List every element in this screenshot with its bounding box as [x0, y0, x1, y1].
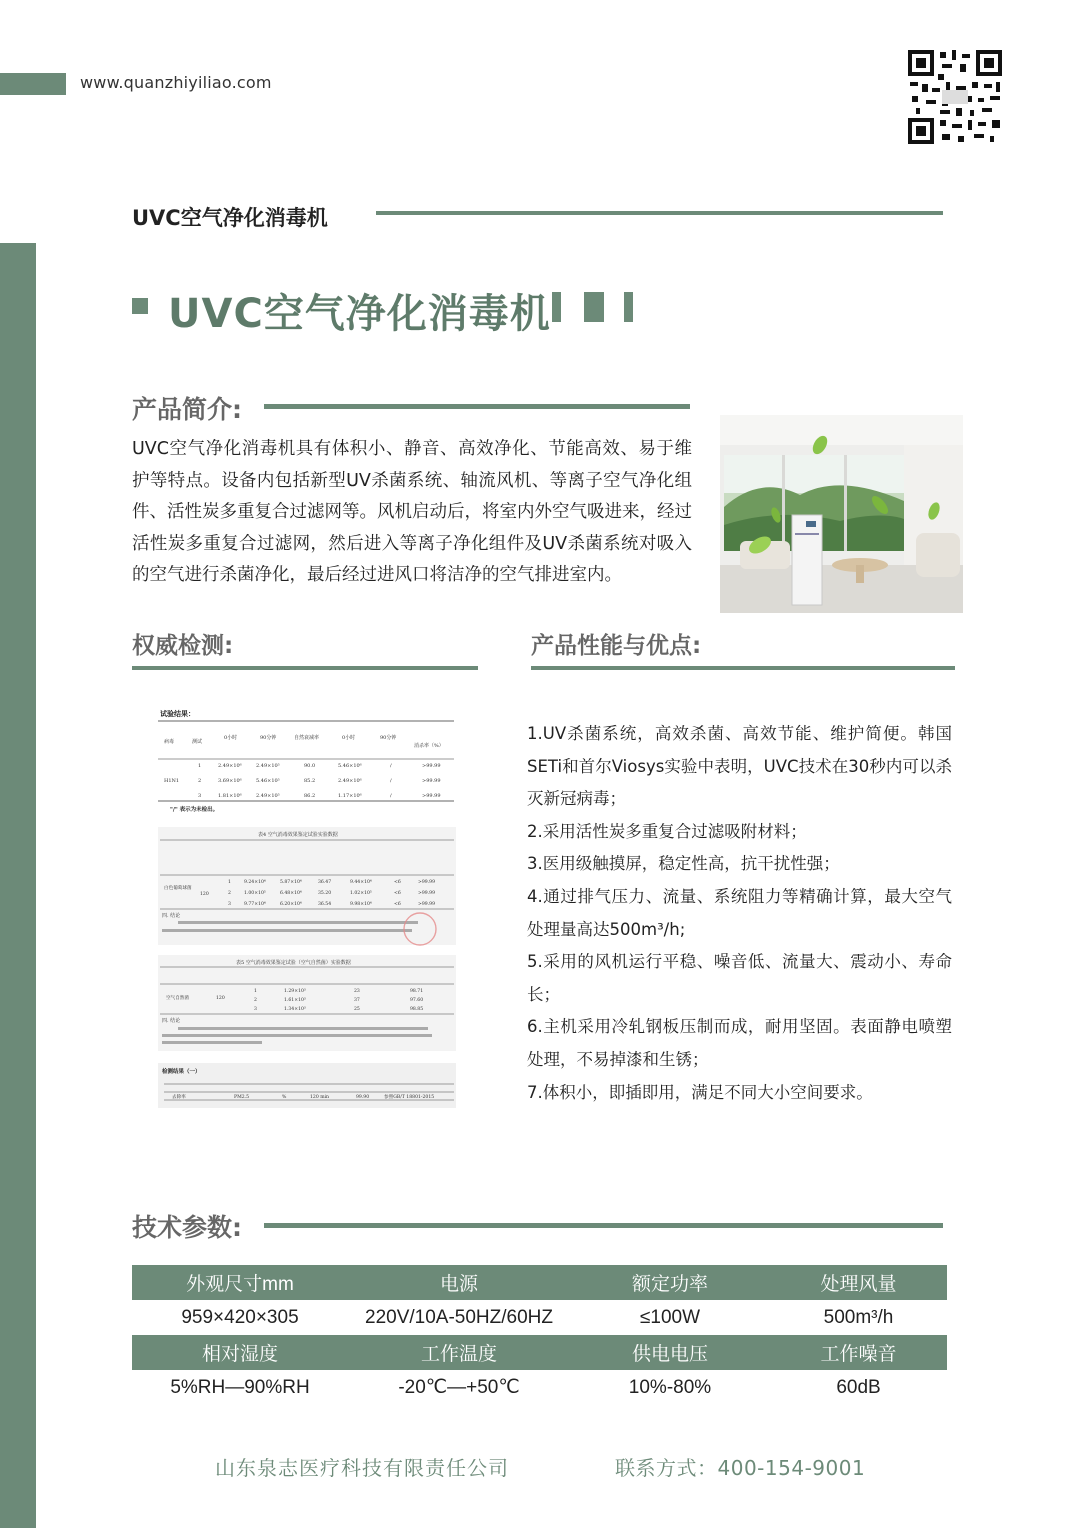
- report-r3-cell: 3: [254, 1007, 257, 1012]
- report-r3-cell: 1.34×10³: [284, 1007, 306, 1012]
- report-r1-col: 90分钟: [260, 735, 277, 741]
- title-decoration-bar: [584, 292, 604, 322]
- report-r4-cell: 去除率: [172, 1095, 186, 1100]
- report-r3-cell: 1: [254, 989, 257, 994]
- report-r4-cell: 99.90: [356, 1095, 370, 1100]
- report-r1-cell: 2.49×10⁶: [338, 778, 362, 784]
- report-r2-cell: <6: [394, 891, 401, 896]
- test-heading: 权威检测:: [132, 633, 234, 659]
- tech-value-cell: 959×420×305: [132, 1300, 348, 1335]
- report-r2-cell: 6.20×10⁴: [280, 902, 302, 907]
- title-bullet: [132, 298, 148, 314]
- tech-header-cell: 外观尺寸mm: [132, 1265, 348, 1300]
- report-r1-cell: 85.2: [304, 778, 316, 784]
- report-r2-cell: >99.99: [418, 891, 436, 896]
- report-r1-cell: 2.49×10⁵: [256, 763, 280, 769]
- report-r2-cell: 1.00×10⁵: [244, 891, 266, 896]
- feature-item: 5.采用的风机运行平稳、噪音低、流量大、震动小、寿命长；: [527, 952, 952, 1004]
- report-r2-cell: 1: [228, 880, 231, 885]
- report-r3-title: 表5 空气消毒效果鉴定试验（空气自然菌）实验数据: [236, 960, 351, 966]
- tech-header-cell: 供电电压: [570, 1335, 770, 1370]
- report-r2-cell: <6: [394, 880, 401, 885]
- tech-header-cell: 相对湿度: [132, 1335, 348, 1370]
- report-r1-cell: >99.99: [422, 778, 441, 784]
- report-r3-note: 四. 结论: [162, 1018, 181, 1024]
- feature-item: 3.医用级触摸屏，稳定性高，抗干扰性强；: [527, 854, 840, 874]
- report-r1-col: 0小时: [224, 735, 238, 741]
- tech-value-row: [132, 1370, 947, 1405]
- tech-value-cell: 10%-80%: [570, 1370, 770, 1405]
- report-r2-note: 四. 结论: [162, 913, 181, 919]
- report-r1-cell: H1N1: [164, 778, 180, 784]
- tech-value-row: [132, 1300, 947, 1335]
- report-r2-cell: 2: [228, 891, 231, 896]
- report-r2-cell: <6: [394, 902, 401, 907]
- report-r1-note: "/" 表示为未检出。: [170, 807, 219, 813]
- intro-heading: 产品简介:: [132, 395, 242, 424]
- report-r4-cell: 参照GB/T 18801-2015: [384, 1095, 435, 1100]
- report-r2-cell: 5.87×10⁴: [280, 880, 302, 885]
- tech-value-cell: 5%RH—90%RH: [132, 1370, 348, 1405]
- tech-header-cell: 处理风量: [770, 1265, 947, 1300]
- report-r3-cell: 23: [354, 989, 360, 994]
- report-r1-cell: 90.0: [304, 763, 316, 769]
- website-url[interactable]: www.quanzhiyiliao.com: [80, 73, 272, 92]
- report-r4-cell: %: [282, 1095, 287, 1100]
- test-report-scan: [158, 703, 456, 1108]
- tech-value-cell: -20℃—+50℃: [348, 1370, 570, 1405]
- tech-value-cell: 60dB: [770, 1370, 947, 1405]
- report-r1-col: 消杀率（%）: [414, 743, 444, 749]
- features-list: [527, 718, 952, 1109]
- qr-code: [906, 48, 1004, 146]
- report-r1-cell: 86.2: [304, 793, 316, 799]
- header-divider: [376, 211, 943, 215]
- report-r3-cell: 98.85: [410, 1007, 424, 1012]
- intro-paragraph: UVC空气净化消毒机具有体积小、静音、高效净化、节能高效、易于维护等特点。设备内包括新型UV杀菌系统、轴流风机、等离子空气净化组件、活性炭多重复合过滤网等。风机启动后，将室内外空气吸进来，经过活性炭多重复合过滤网，然后进入等离子净化组件及UV杀菌系统对吸入的空气进行杀菌净化，最后经过进风口将洁净的空气排进室内。: [132, 439, 692, 585]
- report-r2-cell: 3: [228, 902, 231, 907]
- left-accent-bar: [0, 243, 36, 1528]
- test-divider: [132, 666, 478, 670]
- report-r3-cell: 97.60: [410, 998, 424, 1003]
- report-r2-cell: 36.47: [318, 880, 332, 885]
- report-r1-cell: 2.49×10⁵: [256, 793, 280, 799]
- title-decoration-bar: [624, 292, 633, 322]
- report-r2-cell: 120: [200, 892, 209, 897]
- report-r2-cell: >99.99: [418, 902, 436, 907]
- feature-item: 7.体积小，即插即用，满足不同大小空间要求。: [527, 1082, 873, 1102]
- tech-header-cell: 工作温度: [348, 1335, 570, 1370]
- report-r2-cell: 9.44×10⁴: [350, 880, 372, 885]
- report-r3-cell: 空气自然菌: [166, 996, 189, 1001]
- report-r4-cell: 120 min: [310, 1095, 330, 1100]
- report-r1-title: 试验结果：: [160, 709, 195, 718]
- report-r1-col: 自然衰减率: [294, 735, 320, 741]
- report-r1-cell: 5.46×10⁵: [256, 778, 280, 784]
- report-r1-cell: 1.17×10⁶: [338, 793, 362, 799]
- report-r1-col: 测试: [192, 739, 203, 745]
- report-r1-col: 90分钟: [380, 735, 397, 741]
- feature-item: 2.采用活性炭多重复合过滤吸附材料；: [527, 821, 807, 841]
- tech-header-cell: 额定功率: [570, 1265, 770, 1300]
- report-r3-cell: 25: [354, 1007, 360, 1012]
- tech-divider: [264, 1223, 943, 1228]
- report-r3-cell: 1.61×10³: [284, 998, 306, 1003]
- report-r1-cell: /: [390, 793, 392, 799]
- report-r3-cell: 120: [216, 996, 225, 1001]
- contact-info[interactable]: 联系方式：400-154-9001: [615, 1456, 866, 1480]
- feature-item: 4.通过排气压力、流量、系统阻力等精确计算，最大空气处理量高达500m³/h;: [527, 886, 952, 939]
- page-title: UVC空气净化消毒机: [168, 291, 551, 337]
- report-r1-cell: /: [390, 778, 392, 784]
- report-r1-cell: /: [390, 763, 392, 769]
- section-title: UVC空气净化消毒机: [132, 206, 328, 230]
- report-r2-cell: 9.77×10⁴: [244, 902, 266, 907]
- room-product-image: [720, 415, 963, 613]
- tech-params-table: [132, 1265, 947, 1405]
- tech-header-cell: 电源: [348, 1265, 570, 1300]
- report-r2-cell: 1.02×10⁵: [350, 891, 372, 896]
- features-divider: [531, 666, 955, 670]
- intro-divider: [264, 404, 690, 409]
- feature-item: 6.主机采用冷轧钢板压制而成，耐用坚固。表面静电喷塑处理，不易掉漆和生锈；: [527, 1017, 952, 1069]
- report-r2-cell: 6.48×10⁴: [280, 891, 302, 896]
- report-r4-title: 检测结果（一）: [162, 1069, 201, 1075]
- tech-value-cell: ≤100W: [570, 1300, 770, 1335]
- report-r1-col: 0小时: [342, 735, 356, 741]
- tech-header-row: [132, 1265, 947, 1300]
- report-r2-cell: 白色葡萄球菌: [164, 886, 192, 891]
- report-r2-cell: 9.24×10⁴: [244, 880, 266, 885]
- report-r2-cell: 36.54: [318, 902, 332, 907]
- report-r2-title: 表4 空气消毒效果鉴定试验实验数据: [258, 832, 338, 838]
- tech-header-row: [132, 1335, 947, 1370]
- company-name: 山东泉志医疗科技有限责任公司: [215, 1456, 509, 1480]
- report-r3-cell: 98.71: [410, 989, 424, 994]
- report-r3-cell: 37: [354, 998, 360, 1003]
- tech-value-cell: 500m³/h: [770, 1300, 947, 1335]
- report-r1-cell: 3: [198, 793, 202, 799]
- feature-item: 1.UV杀菌系统，高效杀菌、高效节能、维护简便。韩国SETi和首尔Viosys实验中表明，UVC技术在30秒内可以杀灭新冠病毒；: [527, 724, 952, 809]
- report-r3-cell: 1.29×10³: [284, 989, 306, 994]
- tech-value-cell: 220V/10A-50HZ/60HZ: [348, 1300, 570, 1335]
- tech-heading: 技术参数:: [132, 1213, 242, 1242]
- report-r1-cell: 3.69×10⁶: [218, 778, 242, 784]
- title-decoration-bar: [552, 292, 561, 322]
- features-heading: 产品性能与优点:: [531, 633, 702, 659]
- report-r2-cell: 9.98×10⁴: [350, 902, 372, 907]
- report-r1-col: 病毒: [164, 739, 175, 745]
- report-r2-cell: 35.20: [318, 891, 332, 896]
- report-r1-cell: >99.99: [422, 763, 441, 769]
- report-r4-cell: PM2.5: [234, 1095, 250, 1100]
- report-r1-cell: 2.49×10⁶: [218, 763, 242, 769]
- report-r1-cell: >99.99: [422, 793, 441, 799]
- report-r3-cell: 2: [254, 998, 257, 1003]
- tech-header-cell: 工作噪音: [770, 1335, 947, 1370]
- report-r1-cell: 2: [198, 778, 202, 784]
- header-accent-strip: [0, 73, 66, 95]
- report-r2-cell: >99.99: [418, 880, 436, 885]
- report-r1-cell: 1: [198, 763, 202, 769]
- report-r1-cell: 5.46×10⁶: [338, 763, 362, 769]
- report-r1-cell: 1.81×10⁶: [218, 793, 242, 799]
